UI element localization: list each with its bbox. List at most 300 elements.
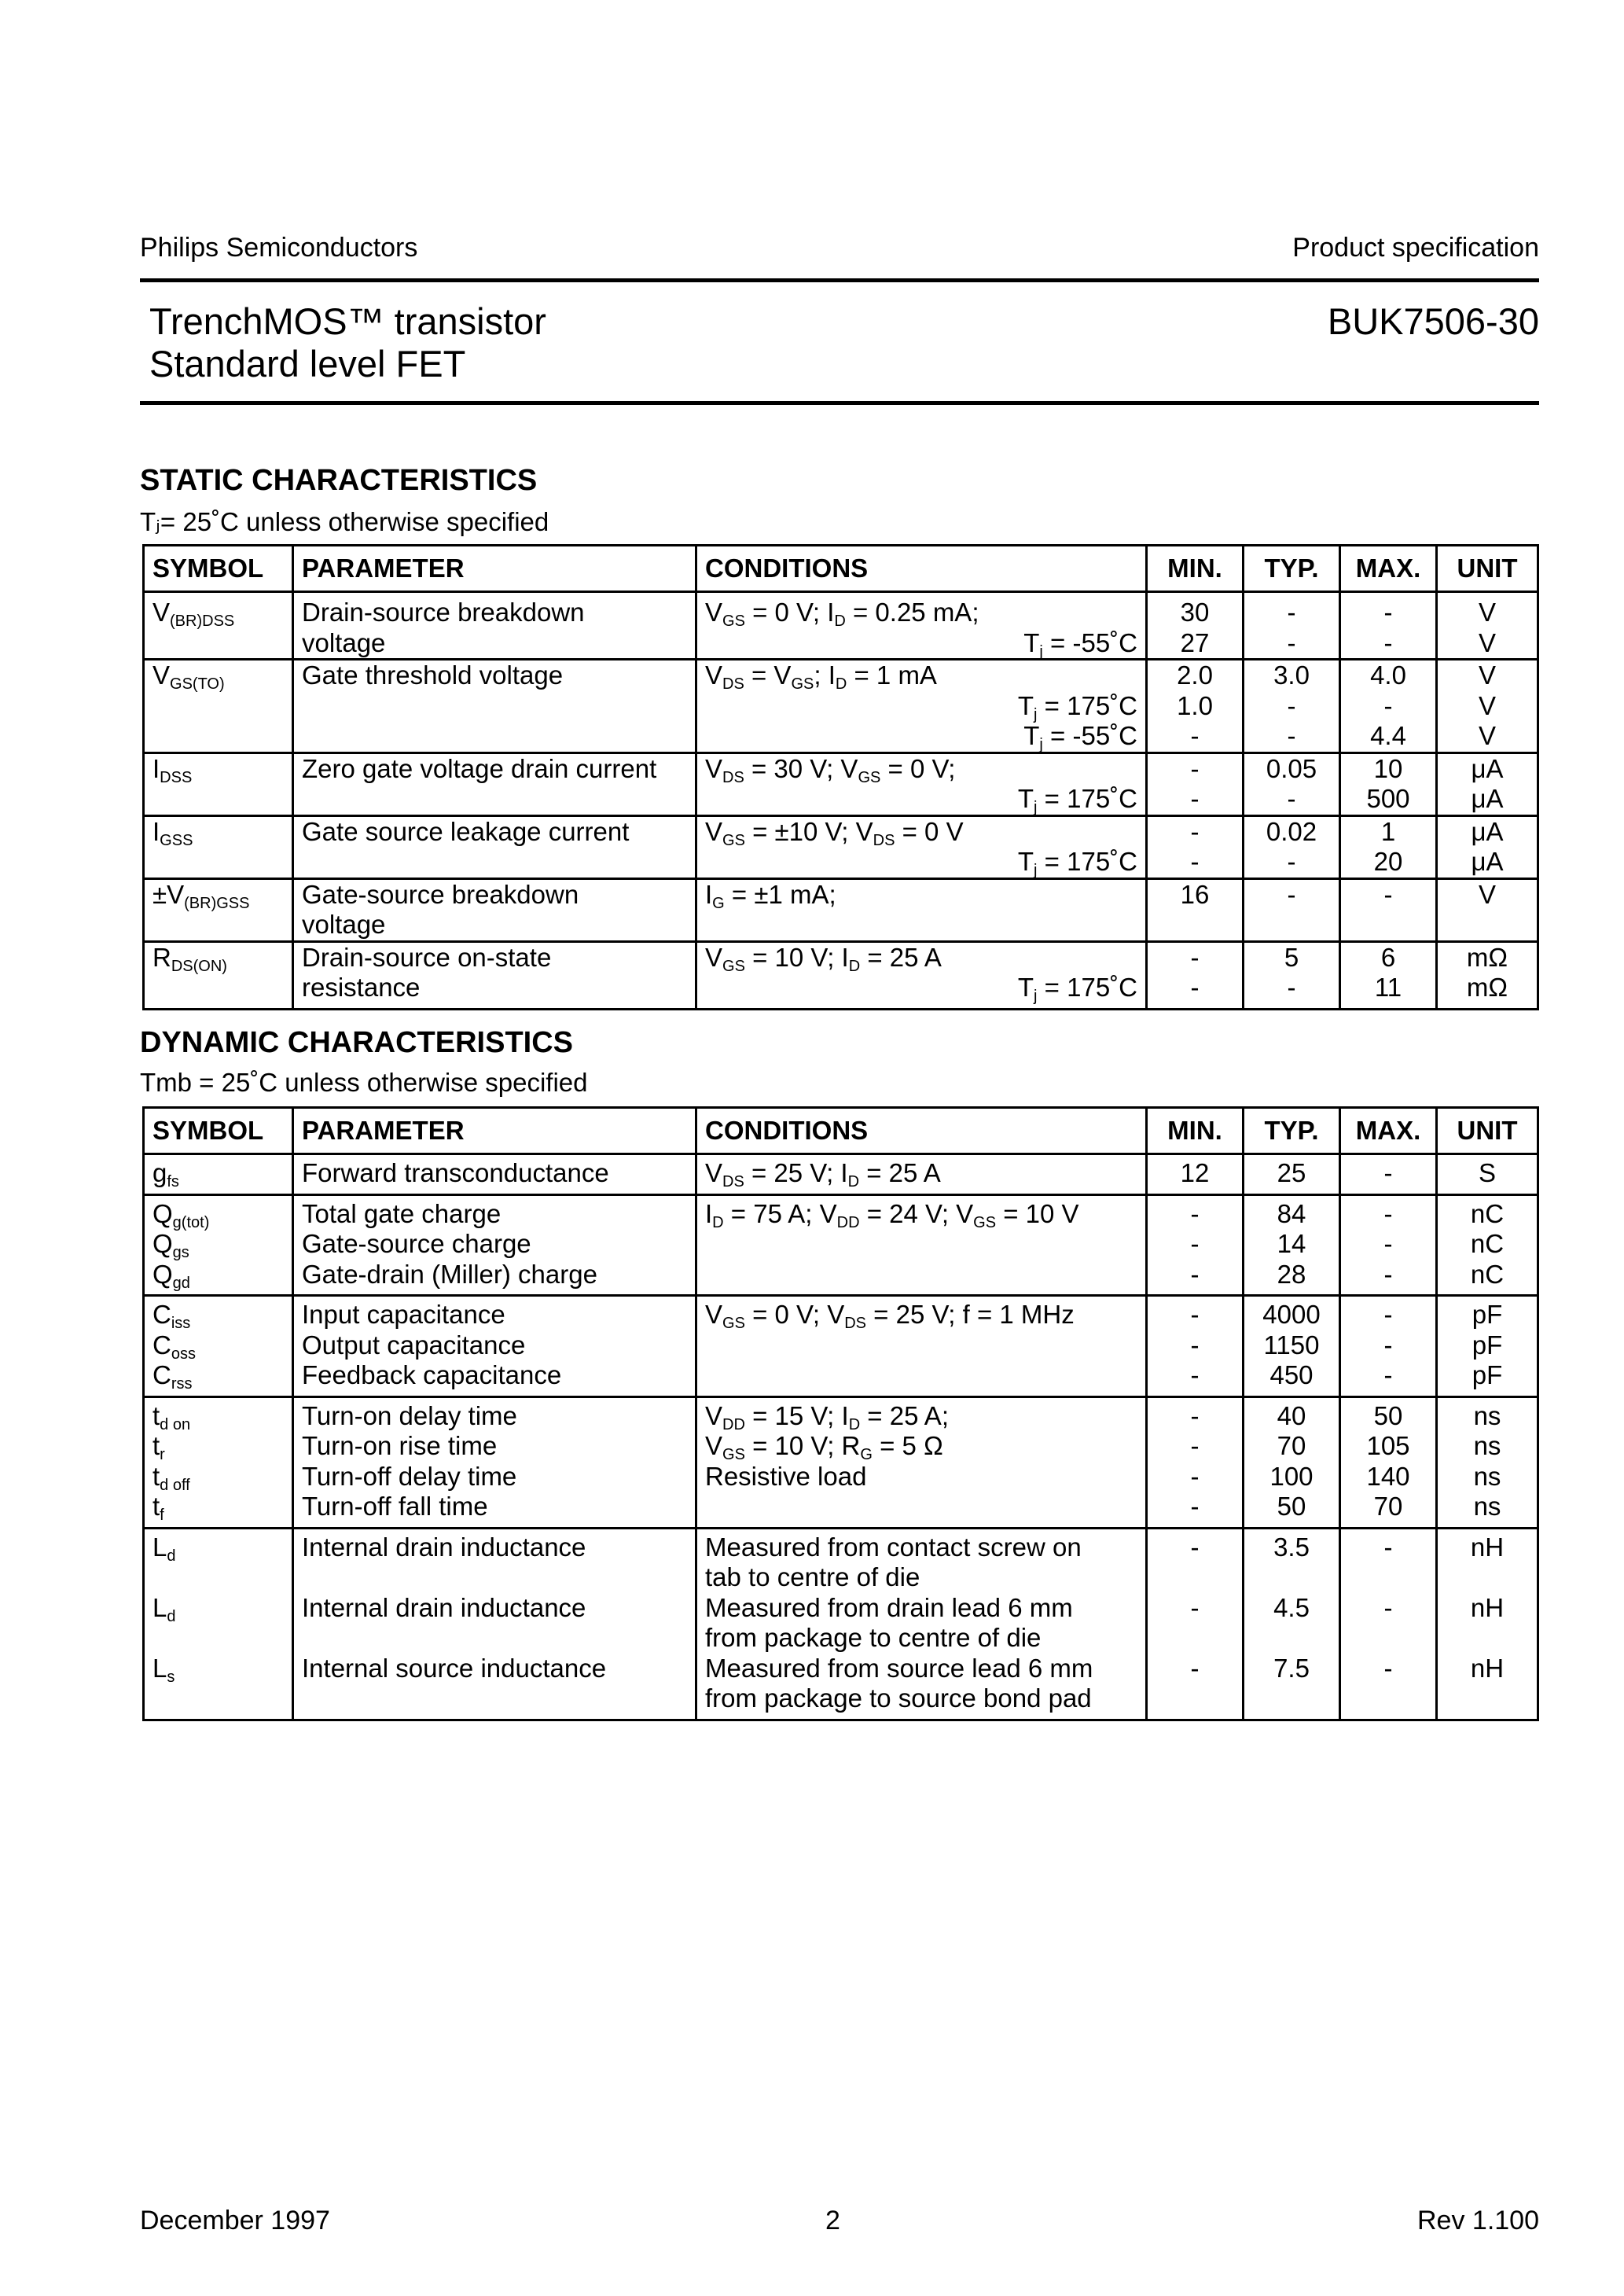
max-value: 10 (1373, 753, 1403, 783)
title-line-2: Standard level FET (149, 343, 466, 385)
dynamic-col-min: MIN. (1147, 1108, 1244, 1154)
max-cell (1340, 1154, 1437, 1195)
condition-text: $V_{DS} = V_{GS}$; $I_D = 1$ mA (705, 660, 937, 693)
max-value: 500 (1366, 784, 1410, 813)
unit-value: ns (1473, 1461, 1501, 1491)
typ-value: 4000 (1262, 1300, 1321, 1329)
typ-value: 0.05 (1266, 753, 1317, 783)
document-type: Product specification (1292, 233, 1539, 263)
blank-line (1349, 910, 1427, 940)
blank-line (705, 1492, 1137, 1522)
symbol-cell (144, 1528, 293, 1720)
max-value: 105 (1366, 1431, 1410, 1460)
min-value: 27 (1180, 627, 1210, 657)
condition-text: $T_j$ = 175˚C (1017, 847, 1137, 879)
min-value: 12 (1180, 1158, 1210, 1187)
typ-value: - (1287, 847, 1296, 876)
parameter-cell (293, 1194, 696, 1296)
max-value: - (1383, 1532, 1393, 1562)
static-row (144, 878, 1538, 941)
min-value: - (1190, 1400, 1200, 1430)
page-number: 2 (825, 2206, 840, 2235)
condition-value: $V_{DS} = 25$ V; $I_D = 25$ A (705, 1158, 941, 1190)
min-value: - (1190, 1229, 1200, 1258)
max-value: - (1383, 627, 1393, 657)
condition-text: $V_{DS} = 30$ V; $V_{GS} = 0$ V; (705, 753, 956, 786)
dynamic-row (144, 1528, 1538, 1720)
max-value (1349, 1562, 1427, 1593)
symbol: $V_{(BR)DSS}$ (152, 598, 235, 630)
symbol-cell (144, 1194, 293, 1296)
parameter-text: Drain-source on-state (302, 942, 552, 972)
symbol-cell (144, 660, 293, 753)
typ-value (1252, 1683, 1331, 1714)
condition-value: $I_D = 75$ A; $V_{DD} = 24$ V; $V_{GS} = 10$ V (705, 1198, 1079, 1231)
parameter-value: Gate-source charge (302, 1229, 531, 1258)
symbol-cell (144, 941, 293, 1009)
typ-value: - (1287, 627, 1296, 657)
min-value: - (1190, 753, 1200, 783)
min-value: - (1190, 1532, 1200, 1562)
symbol: $I_{DSS}$ (152, 753, 193, 786)
unit-value: μA (1471, 816, 1504, 846)
typ-cell (1244, 592, 1340, 660)
max-value: - (1383, 1653, 1393, 1683)
static-row (144, 941, 1538, 1009)
dynamic-group (144, 1528, 1538, 1720)
dynamic-col-parameter: PARAMETER (293, 1108, 696, 1154)
unit-value (1446, 1562, 1529, 1593)
typ-value: 450 (1269, 1360, 1314, 1389)
min-value: - (1190, 1653, 1200, 1683)
dynamic-col-conditions: CONDITIONS (696, 1108, 1147, 1154)
conditions-cell (696, 660, 1147, 753)
conditions-cell (696, 815, 1147, 878)
condition-value: $V_{DD} = 15$ V; $I_D = 25$ A; (705, 1400, 949, 1433)
typ-value: 5 (1284, 942, 1299, 972)
unit-value: nH (1470, 1653, 1505, 1683)
unit-cell (1437, 592, 1538, 660)
symbol: $I_{GSS}$ (152, 816, 193, 849)
dynamic-group (144, 1296, 1538, 1397)
min-value: - (1190, 1592, 1200, 1622)
typ-cell (1244, 1194, 1340, 1296)
parameter-value: Input capacitance (302, 1300, 505, 1329)
max-value: - (1383, 1259, 1393, 1289)
min-cell (1147, 815, 1244, 878)
dynamic-heading: DYNAMIC CHARACTERISTICS (140, 1026, 573, 1059)
min-value: - (1190, 1330, 1200, 1360)
parameter-cell (293, 941, 696, 1009)
typ-value: - (1287, 784, 1296, 813)
unit-cell (1437, 941, 1538, 1009)
parameter-text: Gate-source breakdown (302, 879, 579, 909)
max-value: - (1383, 1360, 1393, 1389)
blank-line (1446, 910, 1529, 940)
min-value: 1.0 (1177, 690, 1213, 720)
min-cell (1147, 941, 1244, 1009)
max-value: - (1383, 1198, 1393, 1228)
symbol-value: $t_r$ (152, 1431, 165, 1463)
min-cell (1147, 1296, 1244, 1397)
max-value: 1 (1380, 816, 1396, 846)
unit-value: nC (1470, 1229, 1505, 1258)
max-value: 140 (1366, 1461, 1410, 1491)
unit-cell (1437, 878, 1538, 941)
unit-value: V (1478, 627, 1496, 657)
typ-cell (1244, 1154, 1340, 1195)
unit-value: ns (1473, 1400, 1501, 1430)
parameter-text: Zero gate voltage drain current (302, 753, 657, 783)
unit-cell (1437, 1194, 1538, 1296)
static-col-unit: UNIT (1437, 546, 1538, 592)
typ-cell (1244, 941, 1340, 1009)
title-line-1: TrenchMOS™ transistor (149, 300, 546, 342)
condition-text: $V_{GS} = 10$ V; $I_D = 25$ A (705, 942, 942, 975)
document-title (149, 300, 546, 385)
max-value: - (1383, 690, 1393, 720)
parameter-value: Internal drain inductance (302, 1532, 586, 1562)
min-value: - (1190, 942, 1200, 972)
static-row (144, 660, 1538, 753)
symbol-value: $Q_{gs}$ (152, 1229, 189, 1261)
max-value: 4.0 (1370, 660, 1406, 690)
max-value: - (1383, 1330, 1393, 1360)
parameter-cell (293, 1296, 696, 1397)
parameter-text: Gate threshold voltage (302, 660, 564, 690)
min-value (1156, 1562, 1234, 1593)
unit-cell (1437, 1154, 1538, 1195)
unit-cell (1437, 752, 1538, 815)
condition-value: $V_{GS} = 0$ V; $V_{DS} = 25$ V; f = 1 MHz (705, 1300, 1075, 1332)
min-cell (1147, 878, 1244, 941)
unit-value (1446, 1683, 1529, 1714)
conditions-cell (696, 752, 1147, 815)
min-cell (1147, 1194, 1244, 1296)
unit-value: V (1478, 879, 1496, 909)
header-rule (140, 278, 1539, 282)
parameter-value: Feedback capacitance (302, 1360, 562, 1389)
typ-value: 25 (1277, 1158, 1306, 1187)
typ-cell (1244, 815, 1340, 878)
unit-cell (1437, 1296, 1538, 1397)
symbol-cell (144, 752, 293, 815)
condition-value: Measured from drain lead 6 mm (705, 1592, 1073, 1622)
symbol-cell (144, 878, 293, 941)
unit-value: pF (1472, 1300, 1503, 1329)
min-value (1156, 1683, 1234, 1714)
max-cell (1340, 1194, 1437, 1296)
dynamic-col-symbol: SYMBOL (144, 1108, 293, 1154)
parameter-value: Internal source inductance (302, 1653, 607, 1683)
typ-value: 3.0 (1273, 660, 1310, 690)
parameter-cell (293, 878, 696, 941)
min-value: - (1190, 1360, 1200, 1389)
condition-cell (696, 1154, 1147, 1195)
parameter-text: Gate source leakage current (302, 816, 630, 846)
condition-text: $V_{GS} = \pm 10$ V; $V_{DS} = 0$ V (705, 816, 964, 849)
static-heading: STATIC CHARACTERISTICS (140, 464, 538, 497)
unit-value: μA (1471, 847, 1504, 876)
typ-cell (1244, 1396, 1340, 1528)
blank-line (705, 1330, 1137, 1361)
condition-value: tab to centre of die (705, 1562, 920, 1591)
parameter-value (302, 1683, 687, 1714)
min-value: - (1190, 784, 1200, 813)
parameter-cell (293, 1528, 696, 1720)
min-cell (1147, 1396, 1244, 1528)
typ-value: - (1287, 721, 1296, 750)
condition-text: $T_j$ = 175˚C (1017, 973, 1137, 1005)
static-body (144, 592, 1538, 1010)
min-cell (1147, 592, 1244, 660)
parameter-text: voltage (302, 627, 386, 657)
static-row (144, 592, 1538, 660)
static-header-row (144, 546, 1538, 592)
unit-value: S (1478, 1158, 1496, 1187)
conditions-cell (696, 878, 1147, 941)
static-row (144, 752, 1538, 815)
max-value: 11 (1374, 973, 1402, 1002)
symbol: $\pm V_{(BR)GSS}$ (152, 879, 250, 912)
min-value: - (1190, 973, 1200, 1002)
max-value: - (1383, 598, 1393, 627)
max-value: - (1383, 1300, 1393, 1329)
typ-value: 84 (1277, 1198, 1306, 1228)
parameter-value (302, 1562, 687, 1593)
static-col-parameter: PARAMETER (293, 546, 696, 592)
condition-text: $I_G = \pm 1$ mA; (705, 879, 836, 912)
condition-value: Resistive load (705, 1461, 867, 1491)
typ-value: 28 (1277, 1259, 1306, 1289)
title-rule (140, 401, 1539, 405)
conditions-cell (696, 941, 1147, 1009)
symbol-value: $C_{oss}$ (152, 1330, 196, 1363)
min-value: - (1190, 847, 1200, 876)
typ-value: 50 (1277, 1492, 1306, 1521)
typ-cell (1244, 878, 1340, 941)
symbol-value: $t_{d off}$ (152, 1461, 190, 1494)
symbol: $R_{DS(ON)}$ (152, 942, 227, 975)
min-cell (1147, 1528, 1244, 1720)
parameter-value: Internal drain inductance (302, 1592, 586, 1622)
max-cell (1340, 1296, 1437, 1397)
condition-text: $T_j$ = -55˚C (1023, 627, 1137, 660)
typ-cell (1244, 1528, 1340, 1720)
typ-value: 100 (1269, 1461, 1314, 1491)
footer-revision: Rev 1.100 (1417, 2206, 1539, 2235)
typ-value: 4.5 (1273, 1592, 1310, 1622)
unit-value: V (1478, 721, 1496, 750)
parameter-value: Turn-off fall time (302, 1492, 488, 1521)
min-cell (1147, 752, 1244, 815)
unit-value (1446, 1623, 1529, 1654)
part-number: BUK7506-30 (1327, 300, 1539, 342)
condition-text: $T_j$ = 175˚C (1017, 690, 1137, 723)
max-cell (1340, 815, 1437, 878)
footer-date: December 1997 (140, 2206, 330, 2235)
max-value: 6 (1380, 942, 1396, 972)
blank-line (705, 1260, 1137, 1290)
parameter-cell (293, 815, 696, 878)
blank-line (1156, 910, 1234, 940)
static-row (144, 815, 1538, 878)
unit-value: nH (1470, 1532, 1505, 1562)
max-value: - (1383, 1158, 1393, 1187)
dynamic-row (144, 1194, 1538, 1296)
dynamic-table (142, 1106, 1539, 1721)
parameter-text: voltage (302, 910, 386, 939)
unit-value: pF (1472, 1330, 1503, 1360)
blank-line (1252, 910, 1331, 940)
symbol-value (152, 1683, 284, 1714)
max-value (1349, 1683, 1427, 1714)
parameter-cell (293, 1396, 696, 1528)
dynamic-group (144, 1154, 1538, 1195)
dynamic-row (144, 1296, 1538, 1397)
condition-value: Measured from contact screw on (705, 1532, 1082, 1562)
static-note: Tⱼ= 25˚C unless otherwise specified (140, 507, 549, 536)
typ-value: 0.02 (1266, 816, 1317, 846)
parameter-cell (293, 660, 696, 753)
unit-value: ns (1473, 1431, 1501, 1460)
condition-value: $V_{GS} = 10$ V; $R_G = 5$ Ω (705, 1431, 943, 1463)
typ-value: 40 (1277, 1400, 1306, 1430)
max-value: - (1383, 1229, 1393, 1258)
unit-value: ns (1473, 1492, 1501, 1521)
parameter-value: Output capacitance (302, 1330, 526, 1360)
parameter-text: Drain-source breakdown (302, 598, 585, 627)
condition-cell (696, 1396, 1147, 1528)
min-value: - (1190, 816, 1200, 846)
max-cell (1340, 878, 1437, 941)
condition-cell (696, 1528, 1147, 1720)
blank-line (705, 1229, 1137, 1260)
dynamic-row (144, 1154, 1538, 1195)
min-cell (1147, 660, 1244, 753)
typ-value: 3.5 (1273, 1532, 1310, 1562)
parameter-value: Gate-drain (Miller) charge (302, 1259, 597, 1289)
symbol-value: $L_s$ (152, 1653, 175, 1686)
condition-value: from package to centre of die (705, 1623, 1042, 1652)
parameter-value: Total gate charge (302, 1198, 502, 1228)
symbol-cell (144, 1154, 293, 1195)
symbol-cell (144, 1396, 293, 1528)
symbol-cell (144, 1296, 293, 1397)
typ-value: 1150 (1263, 1330, 1320, 1360)
condition-text: $T_j$ = -55˚C (1023, 721, 1137, 753)
static-col-min: MIN. (1147, 546, 1244, 592)
unit-value: nC (1470, 1259, 1505, 1289)
condition-text: $T_j$ = 175˚C (1017, 784, 1137, 816)
min-value: - (1190, 1259, 1200, 1289)
typ-value: 70 (1277, 1431, 1306, 1460)
unit-value: μA (1471, 753, 1504, 783)
max-value: 70 (1373, 1492, 1403, 1521)
symbol-value (152, 1623, 284, 1654)
parameter-value: Forward transconductance (302, 1158, 609, 1187)
min-value: - (1190, 1492, 1200, 1521)
symbol-value: $Q_{g(tot)}$ (152, 1198, 210, 1231)
typ-value (1252, 1623, 1331, 1654)
unit-value: μA (1471, 784, 1504, 813)
max-value: 4.4 (1370, 721, 1406, 750)
dynamic-col-max: MAX. (1340, 1108, 1437, 1154)
min-value: 2.0 (1177, 660, 1213, 690)
static-col-max: MAX. (1340, 546, 1437, 592)
unit-value: nC (1470, 1198, 1505, 1228)
max-value: 20 (1373, 847, 1403, 876)
blank-line (705, 1360, 1137, 1391)
max-cell (1340, 660, 1437, 753)
typ-value: 7.5 (1273, 1653, 1310, 1683)
unit-value: V (1478, 660, 1496, 690)
typ-value: 14 (1277, 1229, 1306, 1258)
dynamic-header-row (144, 1108, 1538, 1154)
unit-value: V (1478, 598, 1496, 627)
min-value: 16 (1180, 879, 1210, 909)
min-value: 30 (1180, 598, 1210, 627)
unit-cell (1437, 815, 1538, 878)
dynamic-row (144, 1396, 1538, 1528)
min-cell (1147, 1154, 1244, 1195)
conditions-cell (696, 592, 1147, 660)
min-value: - (1190, 721, 1200, 750)
symbol-value: $t_{d on}$ (152, 1400, 191, 1433)
symbol-value: $L_d$ (152, 1532, 176, 1565)
symbol-value: $g_{fs}$ (152, 1158, 179, 1190)
symbol-value: $C_{rss}$ (152, 1360, 193, 1393)
unit-cell (1437, 1396, 1538, 1528)
min-value: - (1190, 1300, 1200, 1329)
unit-cell (1437, 1528, 1538, 1720)
min-value (1156, 1623, 1234, 1654)
unit-value: V (1478, 690, 1496, 720)
max-cell (1340, 1528, 1437, 1720)
symbol-value: $Q_{gd}$ (152, 1259, 190, 1292)
parameter-value: Turn-on rise time (302, 1431, 498, 1460)
dynamic-note: Tmb = 25˚C unless otherwise specified (140, 1068, 588, 1097)
max-cell (1340, 752, 1437, 815)
symbol-cell (144, 592, 293, 660)
condition-value: from package to source bond pad (705, 1683, 1092, 1713)
symbol-value: $t_f$ (152, 1492, 164, 1524)
parameter-value (302, 1623, 687, 1654)
condition-cell (696, 1296, 1147, 1397)
symbol-value (152, 1562, 284, 1593)
typ-value: - (1287, 690, 1296, 720)
condition-cell (696, 1194, 1147, 1296)
parameter-cell (293, 1154, 696, 1195)
dynamic-col-typ: TYP. (1244, 1108, 1340, 1154)
max-value (1349, 1623, 1427, 1654)
max-cell (1340, 941, 1437, 1009)
unit-value: nH (1470, 1592, 1505, 1622)
typ-value: - (1287, 598, 1296, 627)
parameter-cell (293, 592, 696, 660)
parameter-cell (293, 752, 696, 815)
parameter-text: resistance (302, 973, 421, 1002)
static-table (142, 544, 1539, 1010)
typ-value: - (1287, 973, 1296, 1002)
typ-cell (1244, 660, 1340, 753)
min-value: - (1190, 1198, 1200, 1228)
unit-value: pF (1472, 1360, 1503, 1389)
min-value: - (1190, 1461, 1200, 1491)
typ-cell (1244, 752, 1340, 815)
typ-value: - (1287, 879, 1296, 909)
dynamic-group (144, 1396, 1538, 1528)
